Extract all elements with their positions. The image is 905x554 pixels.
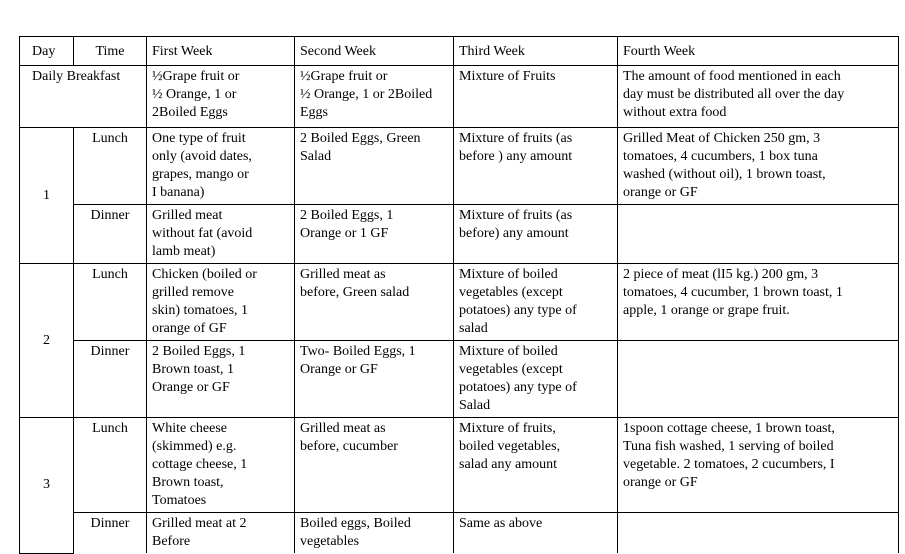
meal-cell: Grilled meat without fat (avoid lamb meat)	[147, 205, 295, 264]
time-dinner: Dinner	[74, 205, 147, 264]
breakfast-first-week: ½Grape fruit or ½ Orange, 1 or 2Boiled Eggs	[147, 66, 295, 128]
diet-plan-table	[19, 36, 899, 554]
meal-cell: Grilled Meat of Chicken 250 gm, 3 tomatoes, 4 cucumbers, 1 box tuna washed (without oil), 1 brown toast, orange or GF	[618, 128, 899, 205]
header-first-week: First Week	[147, 37, 295, 66]
day2-dinner-row	[20, 341, 899, 418]
meal-cell	[618, 513, 899, 554]
meal-cell	[618, 341, 899, 418]
meal-cell: 2 Boiled Eggs, 1 Brown toast, 1 Orange or GF	[147, 341, 295, 418]
header-second-week: Second Week	[295, 37, 454, 66]
meal-cell: Chicken (boiled or grilled remove skin) tomatoes, 1 orange of GF	[147, 264, 295, 341]
meal-cell: Mixture of boiled vegetables (except potatoes) any type of salad	[454, 264, 618, 341]
day-number: 3	[20, 418, 74, 554]
meal-cell: Grilled meat at 2 Before	[147, 513, 295, 554]
day2-lunch-row	[20, 264, 899, 341]
time-dinner: Dinner	[74, 513, 147, 554]
meal-cell: 2 Boiled Eggs, 1 Orange or 1 GF	[295, 205, 454, 264]
time-dinner: Dinner	[74, 341, 147, 418]
time-lunch: Lunch	[74, 264, 147, 341]
meal-cell: One type of fruit only (avoid dates, grapes, mango or I banana)	[147, 128, 295, 205]
meal-cell: Mixture of fruits (as before ) any amount	[454, 128, 618, 205]
meal-cell: 1spoon cottage cheese, 1 brown toast, Tuna fish washed, 1 serving of boiled vegetable. 2 tomatoes, 2 cucumbers, I orange or GF	[618, 418, 899, 513]
header-fourth-week: Fourth Week	[618, 37, 899, 66]
time-lunch: Lunch	[74, 128, 147, 205]
breakfast-label: Daily Breakfast	[20, 66, 147, 128]
header-row	[20, 37, 899, 66]
day-number: 1	[20, 128, 74, 264]
header-day: Day	[20, 37, 74, 66]
meal-cell: Grilled meat as before, Green salad	[295, 264, 454, 341]
meal-cell: Mixture of fruits, boiled vegetables, salad any amount	[454, 418, 618, 513]
breakfast-third-week: Mixture of Fruits	[454, 66, 618, 128]
header-third-week: Third Week	[454, 37, 618, 66]
meal-cell: Mixture of fruits (as before) any amount	[454, 205, 618, 264]
day3-dinner-row	[20, 513, 899, 554]
meal-cell: White cheese (skimmed) e.g. cottage cheese, 1 Brown toast, Tomatoes	[147, 418, 295, 513]
meal-cell: Grilled meat as before, cucumber	[295, 418, 454, 513]
meal-cell: Boiled eggs, Boiled vegetables	[295, 513, 454, 554]
meal-cell: Mixture of boiled vegetables (except potatoes) any type of Salad	[454, 341, 618, 418]
breakfast-row	[20, 66, 899, 128]
day3-lunch-row	[20, 418, 899, 513]
meal-cell: 2 Boiled Eggs, Green Salad	[295, 128, 454, 205]
meal-cell: 2 piece of meat (lI5 kg.) 200 gm, 3 tomatoes, 4 cucumber, 1 brown toast, 1 apple, 1 orange or grape fruit.	[618, 264, 899, 341]
meal-cell: Two- Boiled Eggs, 1 Orange or GF	[295, 341, 454, 418]
meal-cell: Same as above	[454, 513, 618, 554]
day1-lunch-row	[20, 128, 899, 205]
day1-dinner-row	[20, 205, 899, 264]
day-number: 2	[20, 264, 74, 418]
time-lunch: Lunch	[74, 418, 147, 513]
header-time: Time	[74, 37, 147, 66]
breakfast-fourth-week: The amount of food mentioned in each day must be distributed all over the day without extra food	[618, 66, 899, 128]
breakfast-second-week: ½Grape fruit or ½ Orange, 1 or 2Boiled Eggs	[295, 66, 454, 128]
meal-cell	[618, 205, 899, 264]
